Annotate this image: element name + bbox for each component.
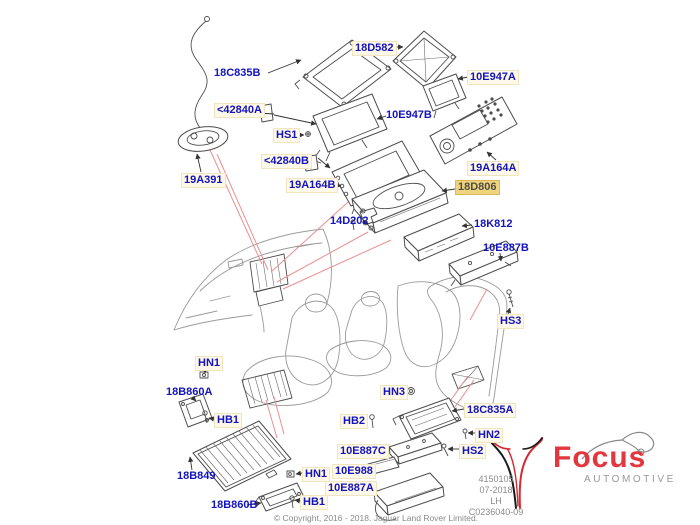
part-label-hn1-front[interactable]: HN1 [195, 356, 223, 371]
part-label-10e887a[interactable]: 10E887A [325, 481, 377, 496]
drawing-hand: LH [490, 496, 502, 506]
part-label-18b860b[interactable]: 18B860B [211, 499, 258, 511]
part-label-18b849[interactable]: 18B849 [177, 470, 216, 482]
focus-logo-wordmark: Focus [553, 441, 647, 474]
part-label-19a164a[interactable]: 19A164A [467, 161, 519, 176]
part-label-hn3[interactable]: HN3 [380, 385, 408, 400]
hs3-screw [507, 290, 513, 307]
part-label-19a164b[interactable]: 19A164B [286, 178, 338, 193]
part-label-hs3[interactable]: HS3 [497, 314, 524, 329]
part-label-10e947a[interactable]: 10E947A [467, 70, 519, 85]
hn1-nut-rear [287, 471, 294, 477]
part-label-19a391[interactable]: 19A391 [181, 173, 226, 188]
drawing-date: 07-2018 [479, 485, 513, 495]
hn1-nut-front [200, 372, 208, 378]
part-label-18d582[interactable]: 18D582 [352, 41, 397, 56]
part-label-10e887b[interactable]: 10E887B [483, 242, 529, 254]
part-label-10e887c[interactable]: 10E887C [337, 444, 389, 459]
part-drawing-18c835a-bracket [393, 398, 461, 439]
drawing-reference-block [443, 474, 549, 518]
part-drawing-18b860b-bracket [254, 483, 304, 511]
part-label-10e988[interactable]: 10E988 [332, 464, 376, 479]
drawing-number: 4150105 [478, 474, 514, 484]
part-label-18b860a[interactable]: 18B860A [166, 386, 213, 398]
hs1-screw [305, 131, 311, 137]
part-label-14d202[interactable]: 14D202 [330, 215, 369, 227]
part-label-hb1-front[interactable]: HB1 [214, 413, 242, 428]
copyright-notice: © Copyright, 2016 - 2018. Jaguar Land Rover Limited. [273, 513, 479, 523]
part-label-hb2[interactable]: HB2 [340, 414, 368, 429]
seats-sketch [243, 282, 460, 406]
part-label-hn1-rear[interactable]: HN1 [302, 467, 330, 482]
part-label-18k812[interactable]: 18K812 [474, 218, 513, 230]
part-drawing-18k812-amplifier [404, 214, 474, 261]
focus-logo-subtitle: AUTOMOTIVE [584, 474, 676, 485]
part-label-18d806-highlighted[interactable]: 18D806 [455, 180, 500, 195]
rear-quarter-panel-sketch [427, 277, 506, 413]
part-drawing-19a391-antenna [177, 17, 230, 155]
drawing-code: C0236040-09 [468, 507, 524, 517]
part-label-42840b[interactable]: <42840B [261, 154, 312, 169]
part-label-10e947b[interactable]: 10E947B [386, 109, 432, 121]
part-label-18c835b[interactable]: 18C835B [214, 67, 261, 79]
part-label-hs1[interactable]: HS1 [273, 128, 300, 143]
part-label-hb1-rear[interactable]: HB1 [300, 495, 328, 510]
hb2-bolt [370, 415, 375, 428]
part-label-42840a[interactable]: <42840A [214, 103, 265, 118]
part-label-hn2[interactable]: HN2 [475, 428, 503, 443]
hn3-nut [408, 388, 415, 395]
hn2-stud [463, 429, 467, 439]
hs2-screw [442, 444, 448, 456]
part-label-18c835a[interactable]: 18C835A [464, 403, 516, 418]
part-label-hs2[interactable]: HS2 [459, 444, 486, 459]
